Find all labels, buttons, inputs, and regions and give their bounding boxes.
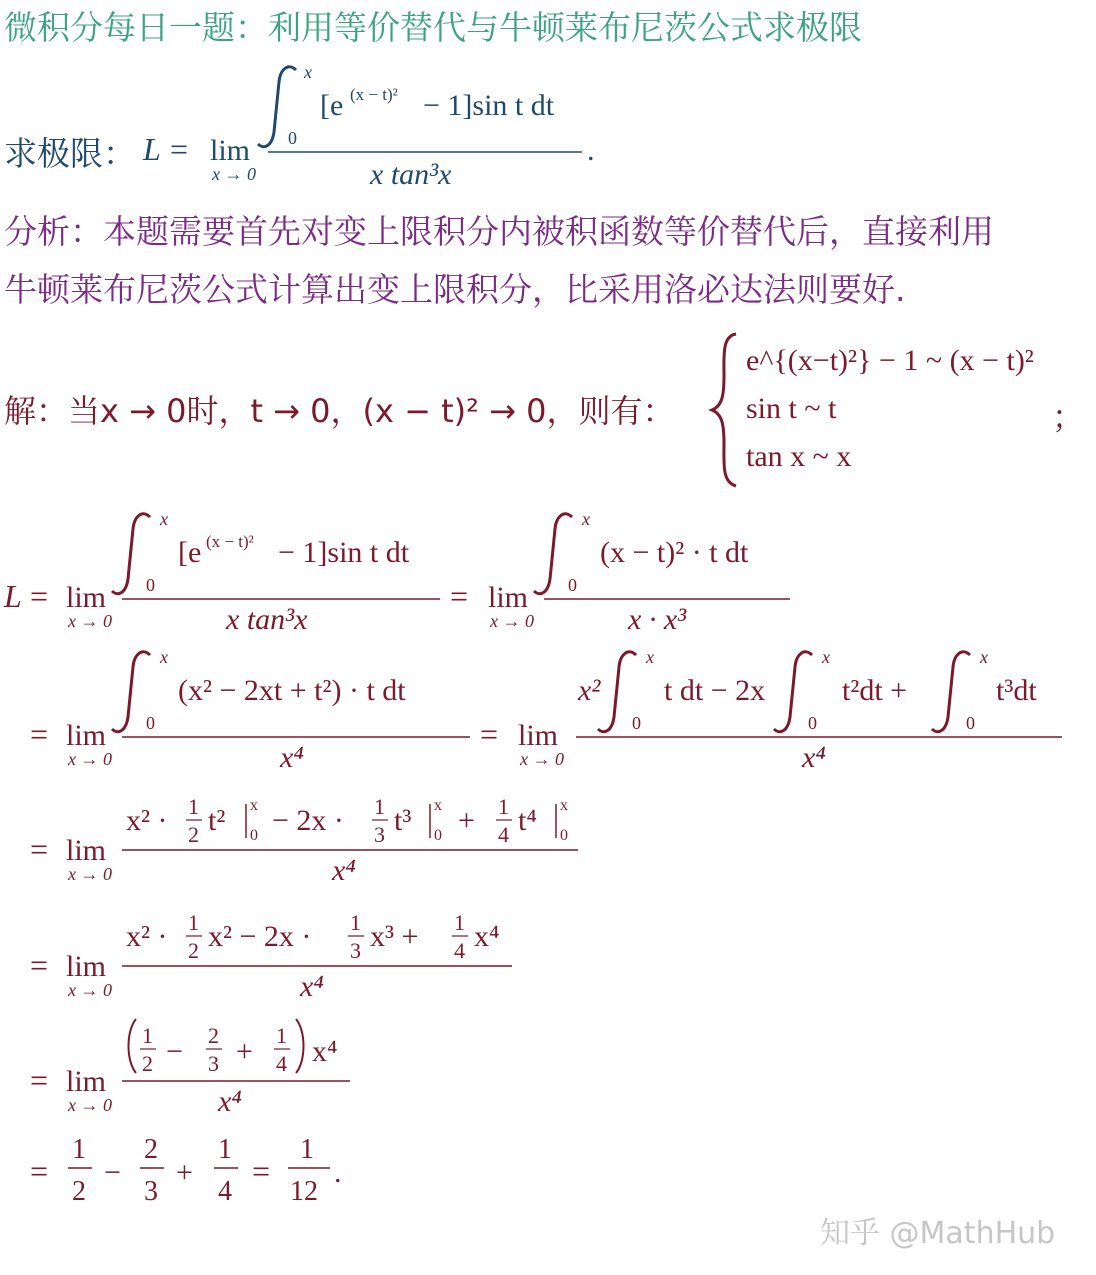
svg-text:3: 3 bbox=[374, 822, 385, 847]
svg-text:=: = bbox=[450, 578, 469, 614]
svg-text:x⁴: x⁴ bbox=[802, 741, 826, 773]
svg-text:x → 0: x → 0 bbox=[68, 611, 112, 631]
svg-text:1: 1 bbox=[454, 910, 465, 935]
svg-text:x² ·: x² · bbox=[126, 804, 168, 837]
svg-text:x⁴: x⁴ bbox=[332, 854, 356, 887]
svg-text:+: + bbox=[236, 1035, 253, 1068]
svg-text:x²: x² bbox=[578, 674, 601, 707]
svg-text:4: 4 bbox=[276, 1051, 287, 1076]
svg-text:x: x bbox=[250, 797, 258, 814]
svg-text:1: 1 bbox=[188, 794, 199, 819]
equiv-2: sin t ~ t bbox=[746, 392, 837, 425]
solution-step-1 bbox=[0, 505, 1090, 635]
svg-text:2: 2 bbox=[188, 822, 199, 847]
solution-prefix: 解：当x → 0时，t → 0，(x − t)² → 0，则有： bbox=[4, 392, 675, 430]
svg-text:.: . bbox=[334, 1156, 342, 1189]
svg-text:x: x bbox=[304, 62, 312, 82]
svg-text:lim: lim bbox=[66, 719, 107, 752]
solution-step-2 bbox=[0, 643, 1090, 773]
svg-text:(x − t)²: (x − t)² bbox=[350, 85, 398, 104]
svg-text:0: 0 bbox=[568, 575, 577, 595]
svg-text:3: 3 bbox=[144, 1176, 158, 1207]
svg-text:lim: lim bbox=[488, 581, 529, 614]
svg-text:0: 0 bbox=[808, 713, 817, 733]
svg-text:0: 0 bbox=[966, 713, 975, 733]
svg-text:=: = bbox=[170, 131, 189, 167]
svg-text:− 1]sin t dt: − 1]sin t dt bbox=[278, 536, 410, 569]
solution-step-4 bbox=[0, 900, 1090, 1010]
svg-text:x⁴: x⁴ bbox=[312, 1035, 338, 1068]
svg-text:=: = bbox=[30, 947, 49, 983]
svg-text:+: + bbox=[176, 1156, 193, 1189]
svg-text:L: L bbox=[143, 131, 161, 167]
svg-text:x: x bbox=[560, 797, 568, 814]
solution-step-5 bbox=[0, 1015, 1090, 1125]
svg-text:0: 0 bbox=[146, 575, 155, 595]
svg-text:lim: lim bbox=[66, 834, 107, 867]
svg-text:x: x bbox=[160, 509, 168, 529]
svg-text:x tan³x: x tan³x bbox=[370, 158, 452, 190]
svg-text:t²dt +: t²dt + bbox=[842, 674, 908, 707]
svg-text:1: 1 bbox=[374, 794, 385, 819]
svg-text:4: 4 bbox=[498, 822, 509, 847]
page-title: 微积分每日一题：利用等价替代与牛顿莱布尼茨公式求极限 bbox=[4, 8, 862, 47]
svg-text:L: L bbox=[4, 578, 22, 614]
svg-text:x: x bbox=[822, 647, 830, 667]
svg-text:lim: lim bbox=[518, 719, 559, 752]
svg-text:4: 4 bbox=[454, 938, 465, 963]
problem-prefix: 求极限： bbox=[4, 134, 136, 173]
svg-text:+: + bbox=[458, 804, 475, 837]
equiv-1: e^{(x−t)²} − 1 ~ (x − t)² bbox=[746, 344, 1034, 377]
svg-text:1: 1 bbox=[276, 1023, 287, 1048]
svg-text:−: − bbox=[104, 1156, 121, 1189]
svg-text:x → 0: x → 0 bbox=[490, 611, 534, 631]
svg-text:12: 12 bbox=[290, 1176, 318, 1207]
svg-text:x → 0: x → 0 bbox=[68, 1095, 112, 1115]
analysis-line-2: 牛顿莱布尼茨公式计算出变上限积分，比采用洛必达法则要好. bbox=[4, 270, 906, 309]
svg-text:x → 0: x → 0 bbox=[212, 164, 256, 184]
svg-text:=: = bbox=[30, 1062, 49, 1098]
svg-text:0: 0 bbox=[434, 827, 442, 844]
svg-text:t³: t³ bbox=[394, 804, 412, 837]
svg-text:lim: lim bbox=[66, 1065, 107, 1098]
svg-text:x · x³: x · x³ bbox=[628, 603, 687, 635]
svg-text:4: 4 bbox=[218, 1176, 232, 1207]
solution-step-6 bbox=[0, 1128, 600, 1218]
svg-text:=: = bbox=[252, 1153, 271, 1189]
svg-text:x² − 2x ·: x² − 2x · bbox=[208, 920, 312, 953]
svg-text:3: 3 bbox=[208, 1051, 219, 1076]
svg-text:=: = bbox=[30, 1153, 49, 1189]
svg-text:(x − t)²: (x − t)² bbox=[206, 532, 254, 551]
svg-text:3: 3 bbox=[350, 938, 361, 963]
svg-text:2: 2 bbox=[144, 1134, 158, 1165]
watermark: 知乎 @MathHub bbox=[820, 1216, 1056, 1251]
svg-text:2: 2 bbox=[142, 1051, 153, 1076]
svg-text:1: 1 bbox=[350, 910, 361, 935]
equiv-3: tan x ~ x bbox=[746, 440, 852, 473]
svg-text:x⁴: x⁴ bbox=[218, 1085, 242, 1118]
svg-text:− 1]sin t dt: − 1]sin t dt bbox=[423, 89, 555, 122]
svg-text:x tan³x: x tan³x bbox=[226, 603, 308, 635]
svg-text:lim: lim bbox=[66, 581, 107, 614]
svg-text:[e: [e bbox=[178, 536, 202, 569]
problem-formula bbox=[138, 60, 758, 190]
svg-text:x: x bbox=[434, 797, 442, 814]
svg-text:x: x bbox=[980, 647, 988, 667]
svg-text:=: = bbox=[30, 716, 49, 752]
svg-text:x → 0: x → 0 bbox=[68, 864, 112, 884]
svg-text:1: 1 bbox=[142, 1023, 153, 1048]
svg-text:1: 1 bbox=[72, 1134, 86, 1165]
svg-text:(x² − 2xt + t²) · t dt: (x² − 2xt + t²) · t dt bbox=[178, 674, 406, 707]
svg-text:x: x bbox=[646, 647, 654, 667]
svg-text:0: 0 bbox=[250, 827, 258, 844]
svg-text:x → 0: x → 0 bbox=[68, 749, 112, 769]
svg-text:.: . bbox=[587, 134, 595, 167]
svg-text:t³dt: t³dt bbox=[996, 674, 1037, 707]
svg-text:0: 0 bbox=[288, 128, 297, 148]
svg-text:=: = bbox=[30, 578, 49, 614]
svg-text:t⁴: t⁴ bbox=[518, 804, 537, 837]
svg-text:x⁴: x⁴ bbox=[300, 970, 324, 1003]
svg-text:x → 0: x → 0 bbox=[68, 980, 112, 1000]
svg-text:1: 1 bbox=[498, 794, 509, 819]
svg-text:1: 1 bbox=[300, 1134, 314, 1165]
svg-text:=: = bbox=[480, 716, 499, 752]
svg-text:2: 2 bbox=[72, 1176, 86, 1207]
svg-text:x⁴: x⁴ bbox=[280, 741, 304, 773]
svg-text:2: 2 bbox=[208, 1023, 219, 1048]
svg-text:x⁴: x⁴ bbox=[474, 920, 500, 953]
svg-text:t²: t² bbox=[208, 804, 226, 837]
svg-text:lim: lim bbox=[66, 950, 107, 983]
solution-step-3 bbox=[0, 784, 1090, 894]
semicolon: ； bbox=[1052, 398, 1085, 436]
svg-text:2: 2 bbox=[188, 938, 199, 963]
svg-text:−: − bbox=[166, 1035, 183, 1068]
svg-text:lim: lim bbox=[210, 134, 251, 167]
svg-text:− 2x ·: − 2x · bbox=[272, 804, 344, 837]
analysis-line-1: 分析：本题需要首先对变上限积分内被积函数等价替代后，直接利用 bbox=[4, 212, 994, 251]
svg-text:0: 0 bbox=[146, 713, 155, 733]
svg-text:x: x bbox=[582, 509, 590, 529]
svg-text:x → 0: x → 0 bbox=[520, 749, 564, 769]
svg-text:x: x bbox=[160, 647, 168, 667]
svg-text:[e: [e bbox=[320, 89, 344, 122]
svg-text:0: 0 bbox=[632, 713, 641, 733]
svg-text:x³ +: x³ + bbox=[370, 920, 419, 953]
svg-text:t dt − 2x: t dt − 2x bbox=[664, 674, 766, 707]
svg-text:(x − t)² · t dt: (x − t)² · t dt bbox=[600, 536, 749, 569]
svg-text:1: 1 bbox=[218, 1134, 232, 1165]
svg-text:x² ·: x² · bbox=[126, 920, 168, 953]
svg-text:1: 1 bbox=[188, 910, 199, 935]
equivalence-system bbox=[700, 326, 1096, 496]
svg-text:=: = bbox=[30, 831, 49, 867]
svg-text:0: 0 bbox=[560, 827, 568, 844]
